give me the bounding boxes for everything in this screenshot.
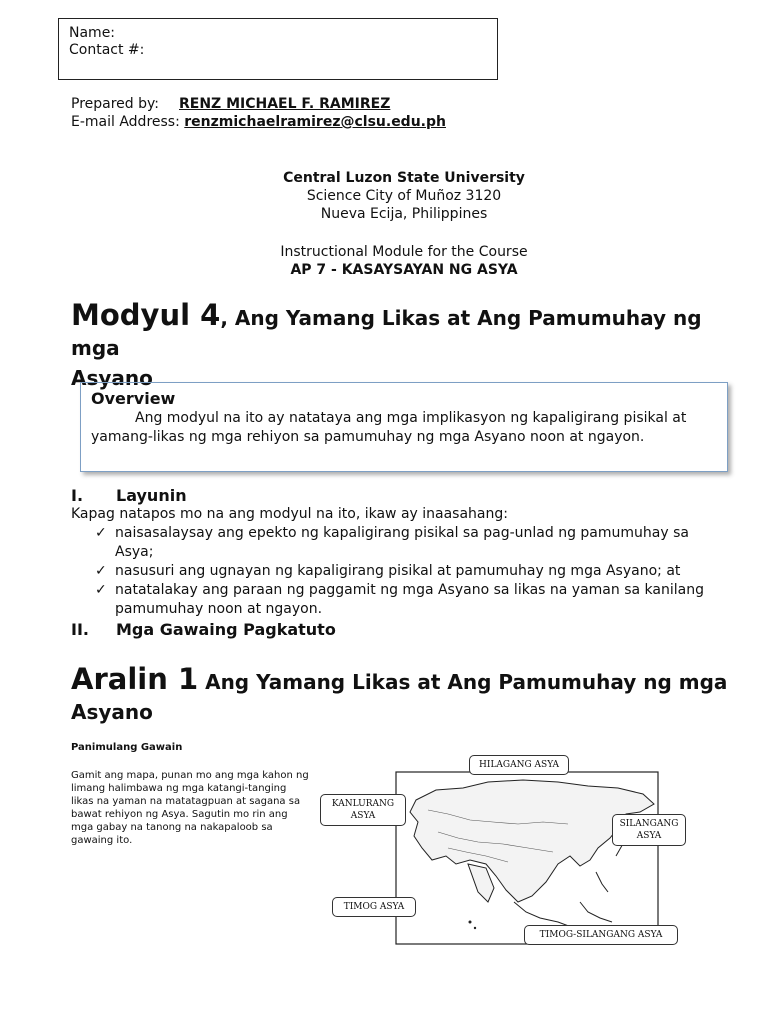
university-address-2: Nueva Ecija, Philippines <box>320 206 488 222</box>
prepared-by-label: Prepared by: <box>71 96 159 112</box>
check-icon: ✓ <box>95 582 107 598</box>
objectives-list <box>71 524 711 619</box>
gawain-heading <box>71 620 336 640</box>
contact-label: Contact #: <box>69 42 145 58</box>
check-icon: ✓ <box>95 563 107 579</box>
gawain-title: Mga Gawaing Pagkatuto <box>116 620 336 639</box>
overview-text: Ang modyul na ito ay natataya ang mga implikasyon ng kapaligirang pisikal at yamang-likas ng mga rehiyon sa pamumuhay ng mga Asyano noon at ngayon. <box>91 410 687 445</box>
overview-heading: Overview <box>91 389 176 408</box>
list-item: ✓ nasusuri ang ugnayan ng kapaligirang pisikal at pamumuhay ng mga Asyano; at <box>95 563 681 579</box>
aralin-number: Aralin 1 <box>71 662 199 696</box>
asia-map <box>318 752 688 952</box>
university-name: Central Luzon State University <box>283 170 525 186</box>
module-title-line2: Asyano <box>71 366 153 390</box>
overview-box <box>80 382 728 472</box>
aralin-title-line2: Asyano <box>71 700 153 724</box>
gawain-number: II. <box>71 620 89 639</box>
layunin-intro: Kapag natapos mo na ang modyul na ito, ikaw ay inaasahang: <box>71 506 508 522</box>
map-label-east: SILANGANG ASYA <box>612 814 686 846</box>
module-title <box>71 300 731 393</box>
check-icon: ✓ <box>95 525 107 541</box>
map-label-west: KANLURANG ASYA <box>320 794 406 826</box>
aralin-title <box>71 664 731 727</box>
panimula-heading: Panimulang Gawain <box>71 742 183 753</box>
author-email-link[interactable]: renzmichaelramirez@clsu.edu.ph <box>184 114 446 130</box>
prepared-by-block <box>71 95 446 131</box>
layunin-heading <box>71 486 187 506</box>
map-label-southeast: TIMOG-SILANGANG ASYA <box>524 925 678 945</box>
list-item: ✓ naisasalaysay ang epekto ng kapaligirang pisikal sa pag-unlad ng pamumuhay sa Asya; <box>95 525 689 560</box>
layunin-number: I. <box>71 486 84 505</box>
map-label-south: TIMOG ASYA <box>332 897 416 917</box>
email-label: E-mail Address: <box>71 114 180 130</box>
layunin-title: Layunin <box>116 486 187 505</box>
aralin-title-line1: Ang Yamang Likas at Ang Pamumuhay ng mga <box>205 670 728 694</box>
map-label-north: HILAGANG ASYA <box>469 755 569 775</box>
asia-map-drawing <box>318 752 688 952</box>
name-label: Name: <box>69 25 116 41</box>
panimula-text: Gamit ang mapa, punan mo ang mga kahon ng limang halimbawa ng mga katangi-tanging likas na yaman na matatagpuan at sagana sa bawat rehiyon ng Asya. Sagutin mo rin ang mga gabay na tanong na nakapaloob sa gawaing ito. <box>71 770 309 846</box>
module-title-line1: , Ang Yamang Likas at Ang Pamumuhay ng mga <box>71 306 702 360</box>
university-address-1: Science City of Muñoz 3120 <box>306 188 502 204</box>
course-title: AP 7 - KASAYSAYAN NG ASYA <box>290 262 518 278</box>
list-item: ✓ natatalakay ang paraan ng paggamit ng mga Asyano sa likas na yaman sa kanilang pamumuhay noon at ngayon. <box>95 582 704 617</box>
student-info-box <box>58 18 498 80</box>
module-number: Modyul 4 <box>71 298 221 332</box>
module-for-label: Instructional Module for the Course <box>280 244 528 260</box>
author-name: RENZ MICHAEL F. RAMIREZ <box>179 96 391 112</box>
